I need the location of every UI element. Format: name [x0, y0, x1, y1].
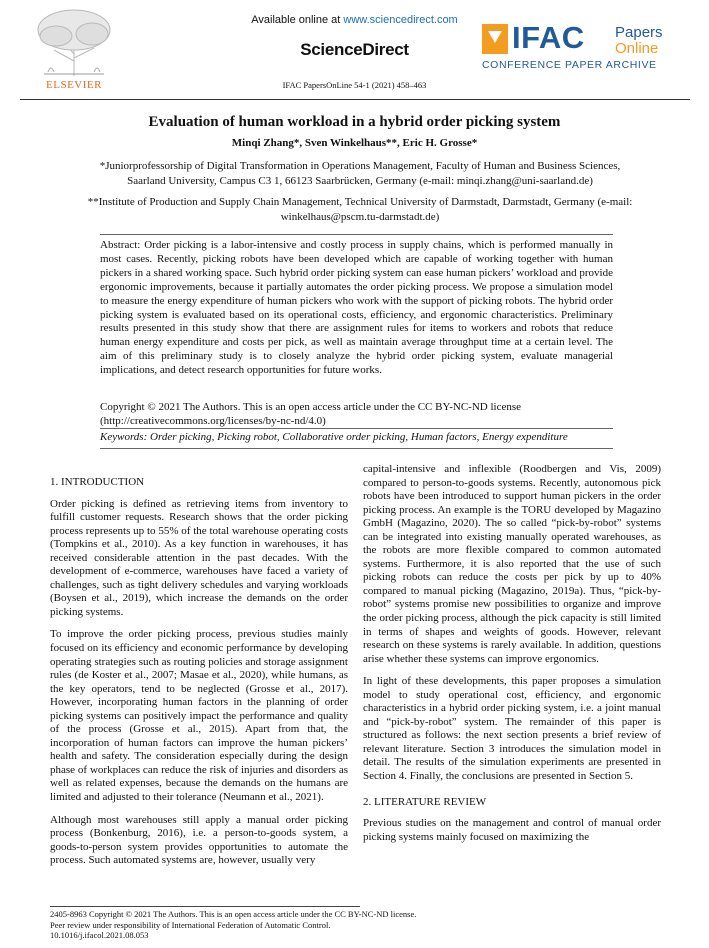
affiliation-2-line-2: winkelhaus@pscm.tu-darmstadt.de) — [280, 210, 440, 223]
paper-authors: Minqi Zhang*, Sven Winkelhaus**, Eric H. Grosse* — [231, 137, 478, 149]
copyright-line-1: Copyright © 2021 The Authors. This is an open access article under the CC BY-NC-ND license — [100, 401, 521, 413]
right-column — [363, 463, 661, 853]
available-online-prefix: Available online at — [251, 14, 344, 26]
footer-doi-link[interactable]: 10.1016/j.ifacol.2021.08.053 — [50, 930, 149, 940]
sciencedirect-brand: ScienceDirect — [300, 40, 409, 59]
intro-paragraph-5: In light of these developments, this paper proposes a simulation model to study operational cost, efficiency, and ergonomic characteristics in a hybrid order picking system, i.e. a joint manual and “pick-by-robot” system. The remainder of this paper is structured as follows: the next section presents a brief review of relevant literature. Section 3 introduces the simulation model in detail. The results of the simulation experiments are presented in Section 4. Finally, the conclusions are presented in Section 5. — [363, 675, 661, 783]
paper-title: Evaluation of human workload in a hybrid order picking system — [148, 114, 561, 130]
ifac-papersonline-logo — [482, 20, 692, 76]
keywords-top-rule — [100, 428, 613, 429]
affiliation-1-line-2: Saarland University, Campus C3 1, 66123 Saarbrücken, Germany (e-mail: minqi.zhang@uni-saarland.de) — [127, 174, 593, 187]
footer-rule — [50, 906, 360, 907]
abstract: Abstract: Order picking is a labor-intensive and costly process in supply chains, which is performed manually in most cases. Recently, picking robots have been developed which are capable of working together with human pickers in a shared working space. Such hybrid order picking system can ease human pickers’ workload and provide ergonomic improvements, because it partially automates the order picking process. We propose a simulation model to measure the energy expenditure of human pickers who work with the support of picking robots. The hybrid order picking system is evaluated based on its operational costs, efficiency, and ergonomic characteristics. Preliminary results presented in this study show that there are assignment rules for items to workers and robots that reduce human energy expenditure and costs per pick, as well as maintain average throughput time at a certain level. The aim of this preliminary study is to closely analyze the hybrid order picking system, evaluate managerial implications, and detect research opportunities for future works. — [100, 239, 613, 377]
sciencedirect-url-link[interactable]: www.sciencedirect.com — [343, 14, 458, 26]
keywords-bottom-rule — [100, 448, 613, 449]
affiliation-1-line-1: *Juniorprofessorship of Digital Transformation in Operations Management, Faculty of Human and Business Sciences, — [99, 160, 621, 172]
ifac-wordmark: IFAC — [512, 20, 585, 55]
section-2-heading: 2. LITERATURE REVIEW — [363, 795, 487, 808]
footer-copyright: 2405-8963 Copyright © 2021 The Authors. This is an open access article under the CC BY-NC-ND license. — [50, 909, 417, 919]
ifac-papers-word: Papers — [615, 24, 663, 41]
intro-paragraph-2: To improve the order picking process, previous studies mainly focused on its efficiency and economic performance by developing operating strategies such as routing policies and storage assignment rules (de Koster et al., 2007; Masae et al., 2020), while humans, as the key operators, tend to be neglected (Grosse et al., 2017). However, incorporating human factors in the planning of order picking systems can positively impact the performance and quality of the process (Grosse et al., 2015). Apart from that, the incorporation of human factors can improve the human pickers’ health and safety. The consideration especially during the design phase of workplaces can reduce the risk of injuries and disorders as well as related expenses, because the demands on the humans are limited and adjusted to their tolerance (Neumann et al., 2021). — [50, 628, 348, 804]
section-1-heading: 1. INTRODUCTION — [50, 476, 145, 488]
elsevier-wordmark: ELSEVIER — [46, 79, 102, 91]
intro-paragraph-4: capital-intensive and inflexible (Roodbergen and Vis, 2009) compared to person-to-goods systems. Recently, autonomous pick robots have been introduced to support human pickers in the order picking process. An example is the TORU developed by Magazino GmbH (Magazino, 2020). The so called “pick-by-robot” systems can be integrated into existing manually operated warehouses, as the robots are more flexible compared to common automated systems. Furthermore, it is also reported that the use of such picking robots can reduce the costs per pick by up to 40% compared to manual picking (Magazino, 2019a). Thus, “pick-by-robot” systems promise new possibilities to organize and improve the order picking process, although the pick capacity is still limited in terms of shapes and weights of goods. However, relevant research on these systems is rarely available. In addition, questions arise whether these systems can improve ergonomics. — [363, 463, 661, 665]
abstract-top-rule — [100, 234, 613, 235]
header-divider — [20, 99, 690, 100]
literature-paragraph-1: Previous studies on the management and control of manual order picking systems mainly focused on maximizing the — [363, 817, 661, 843]
page-footer — [50, 909, 670, 941]
keywords: Keywords: Order picking, Picking robot, Collaborative order picking, Human factors, Energy expenditure — [100, 431, 568, 443]
copyright-notice — [100, 401, 613, 428]
license-link[interactable]: (http://creativecommons.org/licenses/by-nc-nd/4.0) — [100, 414, 326, 427]
journal-reference: IFAC PapersOnLine 54-1 (2021) 458–463 — [282, 80, 427, 90]
ifac-archive-caption: CONFERENCE PAPER ARCHIVE — [482, 59, 657, 71]
affiliation-1 — [60, 159, 660, 188]
footer-peer-review: Peer review under responsibility of International Federation of Automatic Control. — [50, 919, 331, 930]
affiliation-2 — [60, 195, 660, 224]
ifac-emblem-icon — [482, 24, 508, 54]
affiliation-2-line-1: **Institute of Production and Supply Chain Management, Technical University of Darmstadt, Darmstadt, Germany (e-mail: — [87, 196, 633, 208]
intro-paragraph-3: Although most warehouses still apply a manual order picking process (Bonkenburg, 2016), i.e. a person-to-goods system, a goods-to-person system provides opportunities to automate the process. Such automated systems are, however, usually very — [50, 813, 348, 867]
left-column — [50, 476, 348, 877]
intro-paragraph-1: Order picking is defined as retrieving items from inventory to fulfill customer requests. Research shows that the order picking process represents up to 55% of the total warehouse operating costs (Tompkins et al., 2010). As a key function in warehouses, it has received considerable attention in the past decades. With the development of e-commerce, warehouses have faced a variety of challenges, such as tight delivery schedules and varying workloads (Boysen et al., 2019), which increase the demands on the order picking systems. — [50, 497, 348, 618]
ifac-online-word: Online — [615, 40, 659, 57]
